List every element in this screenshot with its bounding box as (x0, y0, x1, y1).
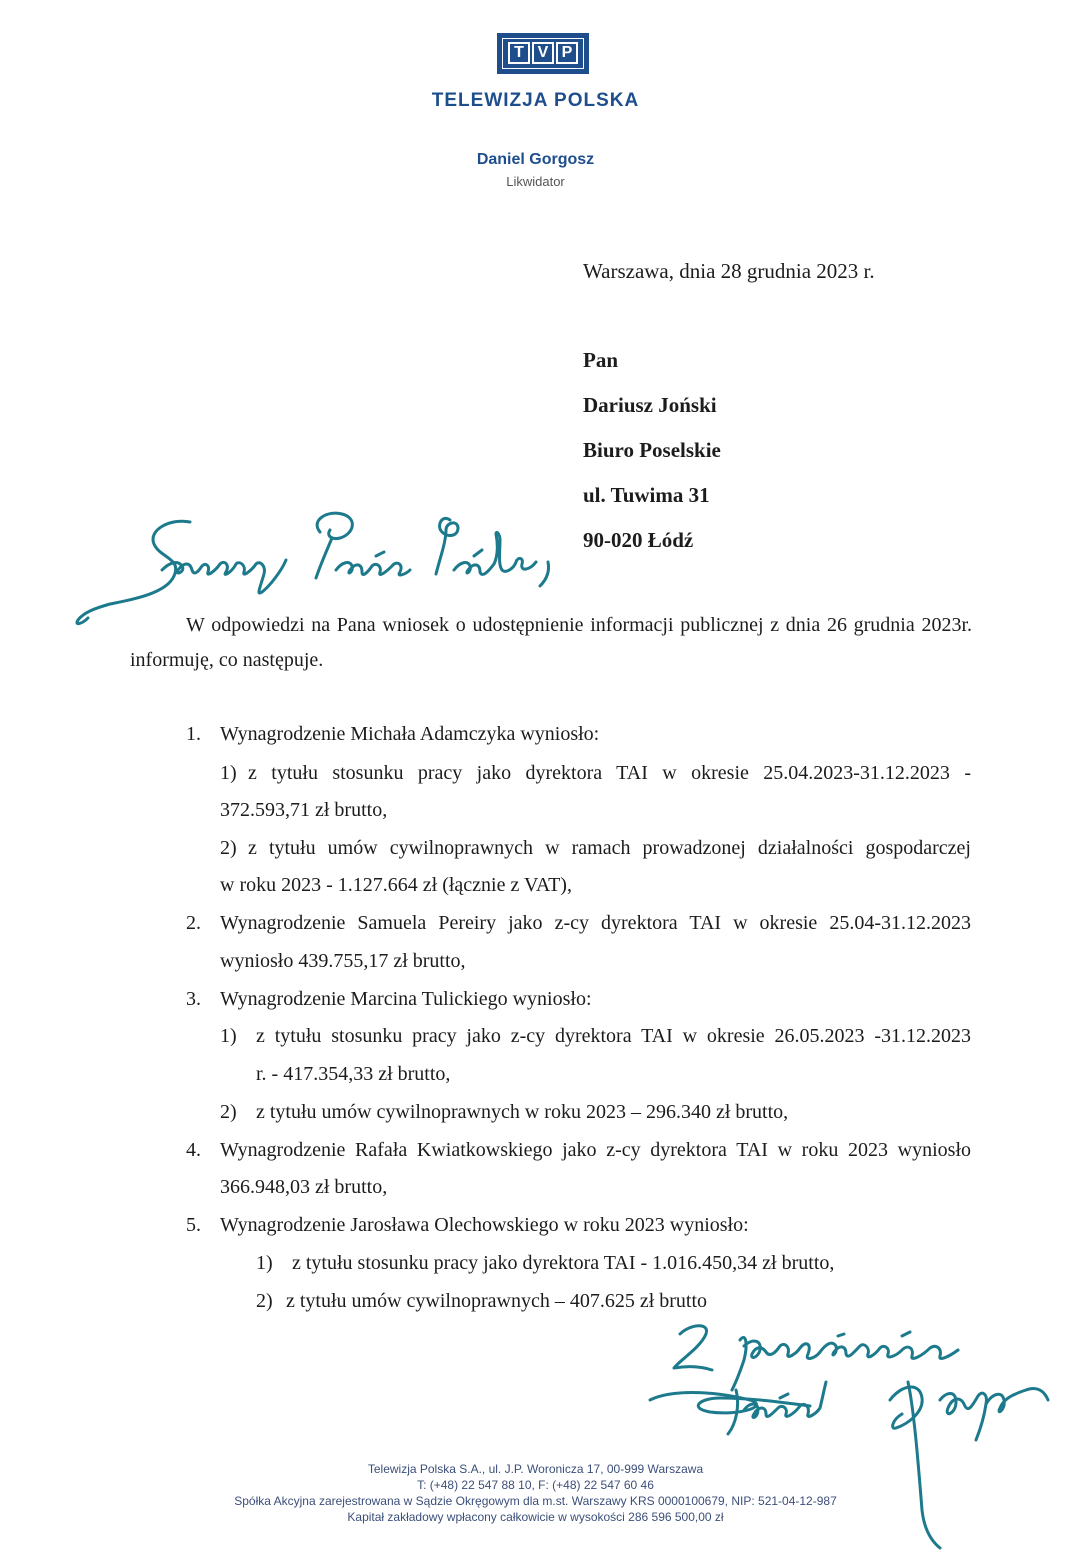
list-item: Wynagrodzenie Marcina Tulickiego wyniosło: (220, 988, 592, 1010)
sub-item-line: z tytułu stosunku pracy jako dyrektora TAI w okresie 25.04.2023-31.12.2023 - (248, 762, 971, 784)
list-item: 366.948,03 zł brutto, (220, 1176, 388, 1198)
sub-item-line: r. - 417.354,33 zł brutto, (256, 1063, 451, 1085)
date-line: Warszawa, dnia 28 grudnia 2023 r. (583, 259, 875, 283)
intro-paragraph: W odpowiedzi na Pana wniosek o udostępnienie informacji publicznej z dnia 26 grudnia 2023r. informuję, co następuje. (130, 614, 972, 671)
footer-address: Telewizja Polska S.A., ul. J.P. Woronicza 17, 00-999 Warszawa (367, 1462, 704, 1476)
list-number: 1. (186, 723, 201, 745)
list-item: Wynagrodzenie Samuela Pereiry jako z-cy dyrektora TAI w okresie 25.04-31.12.2023 (220, 912, 971, 934)
sub-item-line: z tytułu umów cywilnoprawnych w ramach prowadzonej działalności gospodarczej (248, 837, 971, 859)
sender-role: Likwidator (506, 174, 565, 189)
list-number: 3. (186, 988, 201, 1010)
footer-phone: T: (+48) 22 547 88 10, F: (+48) 22 547 60 46 (417, 1478, 654, 1492)
recipient-line: Pan (583, 348, 619, 372)
company-name: TELEWIZJA POLSKA (431, 90, 640, 111)
sub-item-line: z tytułu umów cywilnoprawnych – 407.625 zł brutto (286, 1290, 708, 1312)
sender-name: Daniel Gorgosz (476, 151, 595, 168)
sub-number: 2) (256, 1290, 273, 1312)
list-item: Wynagrodzenie Rafała Kwiatkowskiego jako z-cy dyrektora TAI w roku 2023 wyniosło (220, 1139, 971, 1161)
list-item: wyniosło 439.755,17 zł brutto, (220, 950, 466, 972)
sub-number: 1) (220, 762, 237, 784)
list-number: 5. (186, 1214, 201, 1236)
footer-registration: Spółka Akcyjna zarejestrowana w Sądzie Okręgowym dla m.st. Warszawy KRS 0000100679, NIP: 521-04-12-987 (234, 1494, 837, 1508)
list-item: Wynagrodzenie Jarosława Olechowskiego w roku 2023 wyniosło: (220, 1214, 749, 1236)
sub-item-line: z tytułu umów cywilnoprawnych w roku 2023 – 296.340 zł brutto, (256, 1101, 789, 1123)
sub-item-line: z tytułu stosunku pracy jako dyrektora TAI - 1.016.450,34 zł brutto, (292, 1252, 835, 1274)
logo-letter-t: T (508, 42, 530, 64)
list-number: 4. (186, 1139, 201, 1161)
footer-capital: Kapitał zakładowy wpłacony całkowicie w wysokości 286 596 500,00 zł (347, 1510, 724, 1524)
list-item: Wynagrodzenie Michała Adamczyka wyniosło: (220, 723, 600, 745)
sub-item-line: 372.593,71 zł brutto, (220, 799, 388, 821)
recipient-line: Dariusz Joński (583, 393, 717, 417)
sub-number: 1) (220, 1025, 237, 1047)
sub-number: 2) (220, 1101, 237, 1123)
sub-number: 2) (220, 837, 237, 859)
sub-item-line: z tytułu stosunku pracy jako z-cy dyrektora TAI w okresie 26.05.2023 -31.12.2023 (256, 1025, 971, 1047)
recipient-line: ul. Tuwima 31 (583, 483, 710, 507)
recipient-line: Biuro Poselskie (583, 438, 721, 462)
sub-number: 1) (256, 1252, 273, 1274)
tvp-logo (497, 33, 589, 74)
logo-letter-p: P (556, 42, 578, 64)
sub-item-line: w roku 2023 - 1.127.664 zł (łącznie z VAT), (220, 874, 572, 896)
logo-letter-v: V (532, 42, 554, 64)
list-number: 2. (186, 912, 201, 934)
recipient-line: 90-020 Łódź (583, 528, 694, 552)
